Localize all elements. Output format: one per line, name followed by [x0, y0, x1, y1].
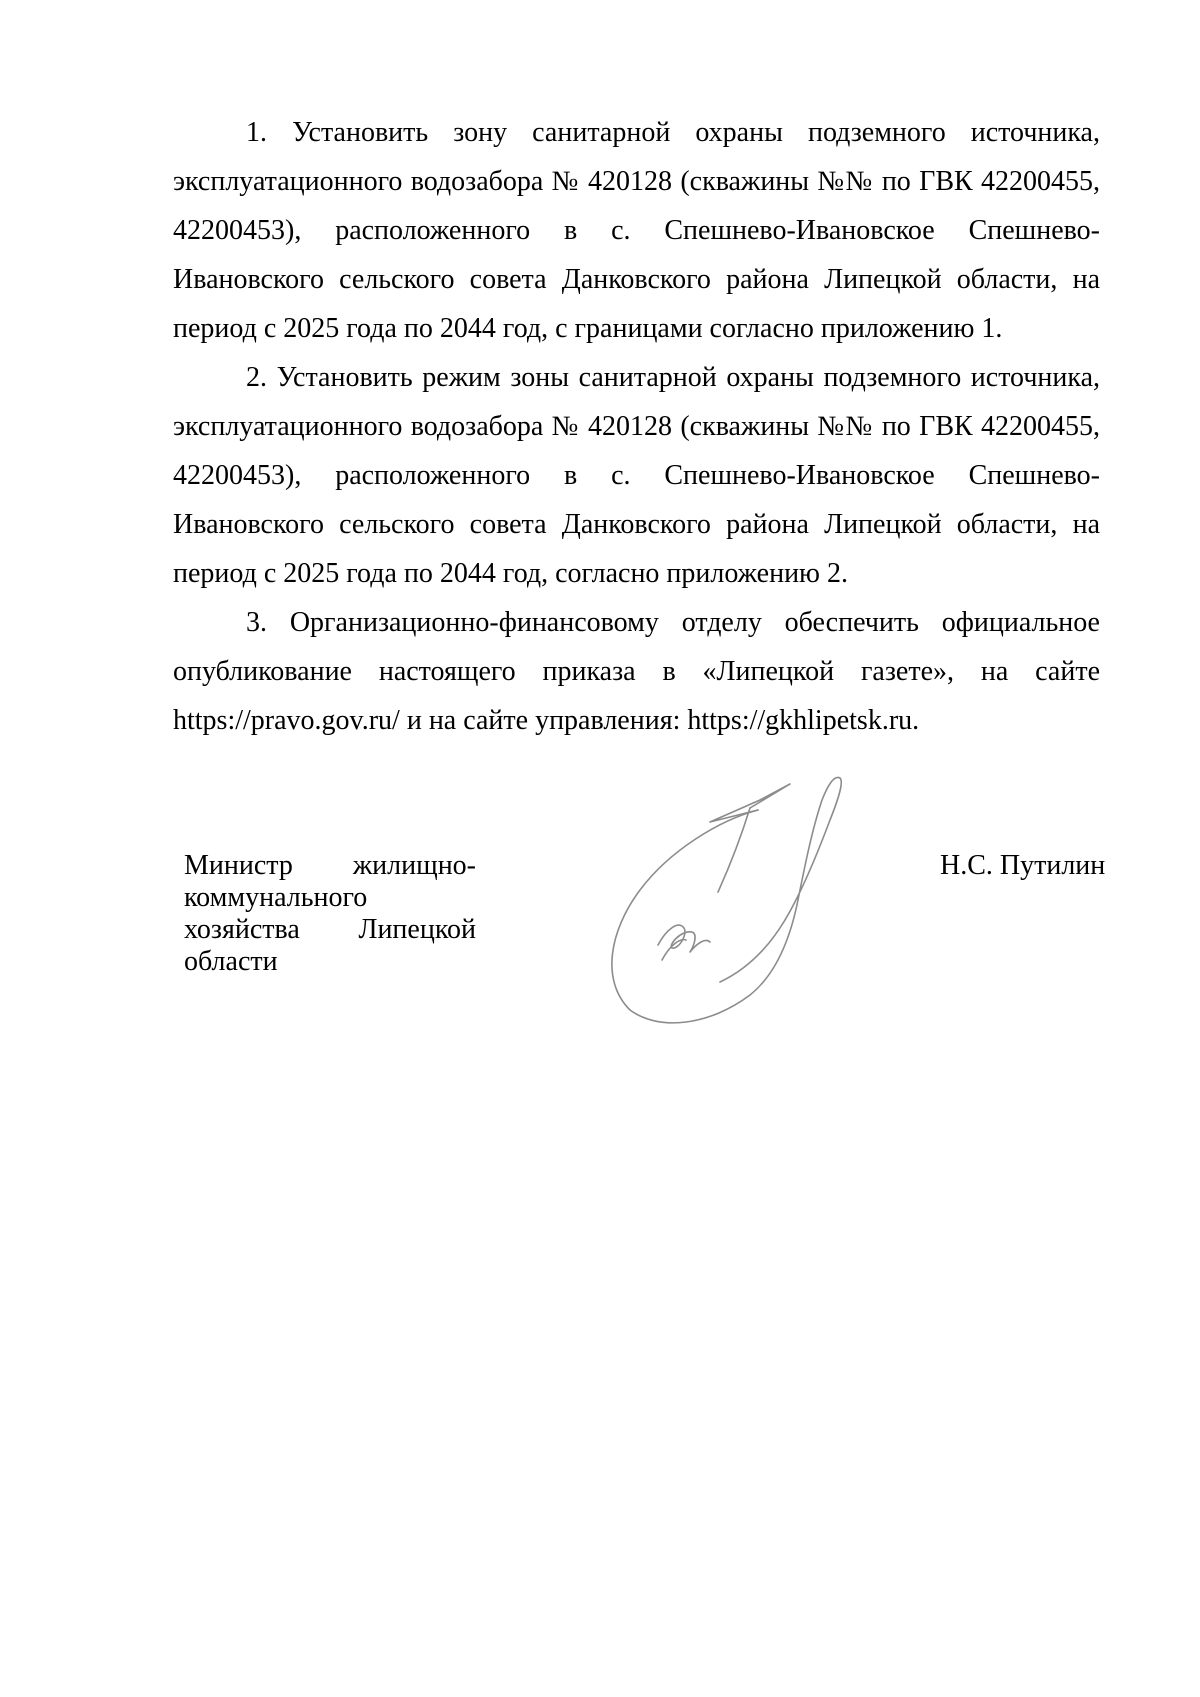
signer-position: Министр жилищно-коммунального хозяйства Липецкой области	[184, 850, 476, 977]
paragraph-2: 2. Установить режим зоны санитарной охраны подземного источника, эксплуатационного водозабора № 420128 (скважины №№ по ГВК 42200455, 42200453), расположенного в с. Спешнево-Ивановское Спешнево-Ивановского сельского совета Данковского района Липецкой области, на период с 2025 года по 2044 год, согласно приложению 2.	[173, 362, 1100, 589]
paragraph-3: 3. Организационно-финансовому отделу обеспечить официальное опубликование настоящего приказа в «Липецкой газете», на сайте https://pravo.gov.ru/ и на сайте управления: https://gkhlipetsk.ru.	[173, 607, 1100, 736]
handwritten-signature	[600, 770, 900, 1040]
signer-name: Н.С. Путилин	[940, 850, 1106, 881]
document-body	[173, 108, 1100, 745]
paragraph-1: 1. Установить зону санитарной охраны подземного источника, эксплуатационного водозабора № 420128 (скважины №№ по ГВК 42200455, 42200453), расположенного в с. Спешнево-Ивановское Спешнево-Ивановского сельского совета Данковского района Липецкой области, на период с 2025 года по 2044 год, с границами согласно приложению 1.	[173, 117, 1100, 344]
